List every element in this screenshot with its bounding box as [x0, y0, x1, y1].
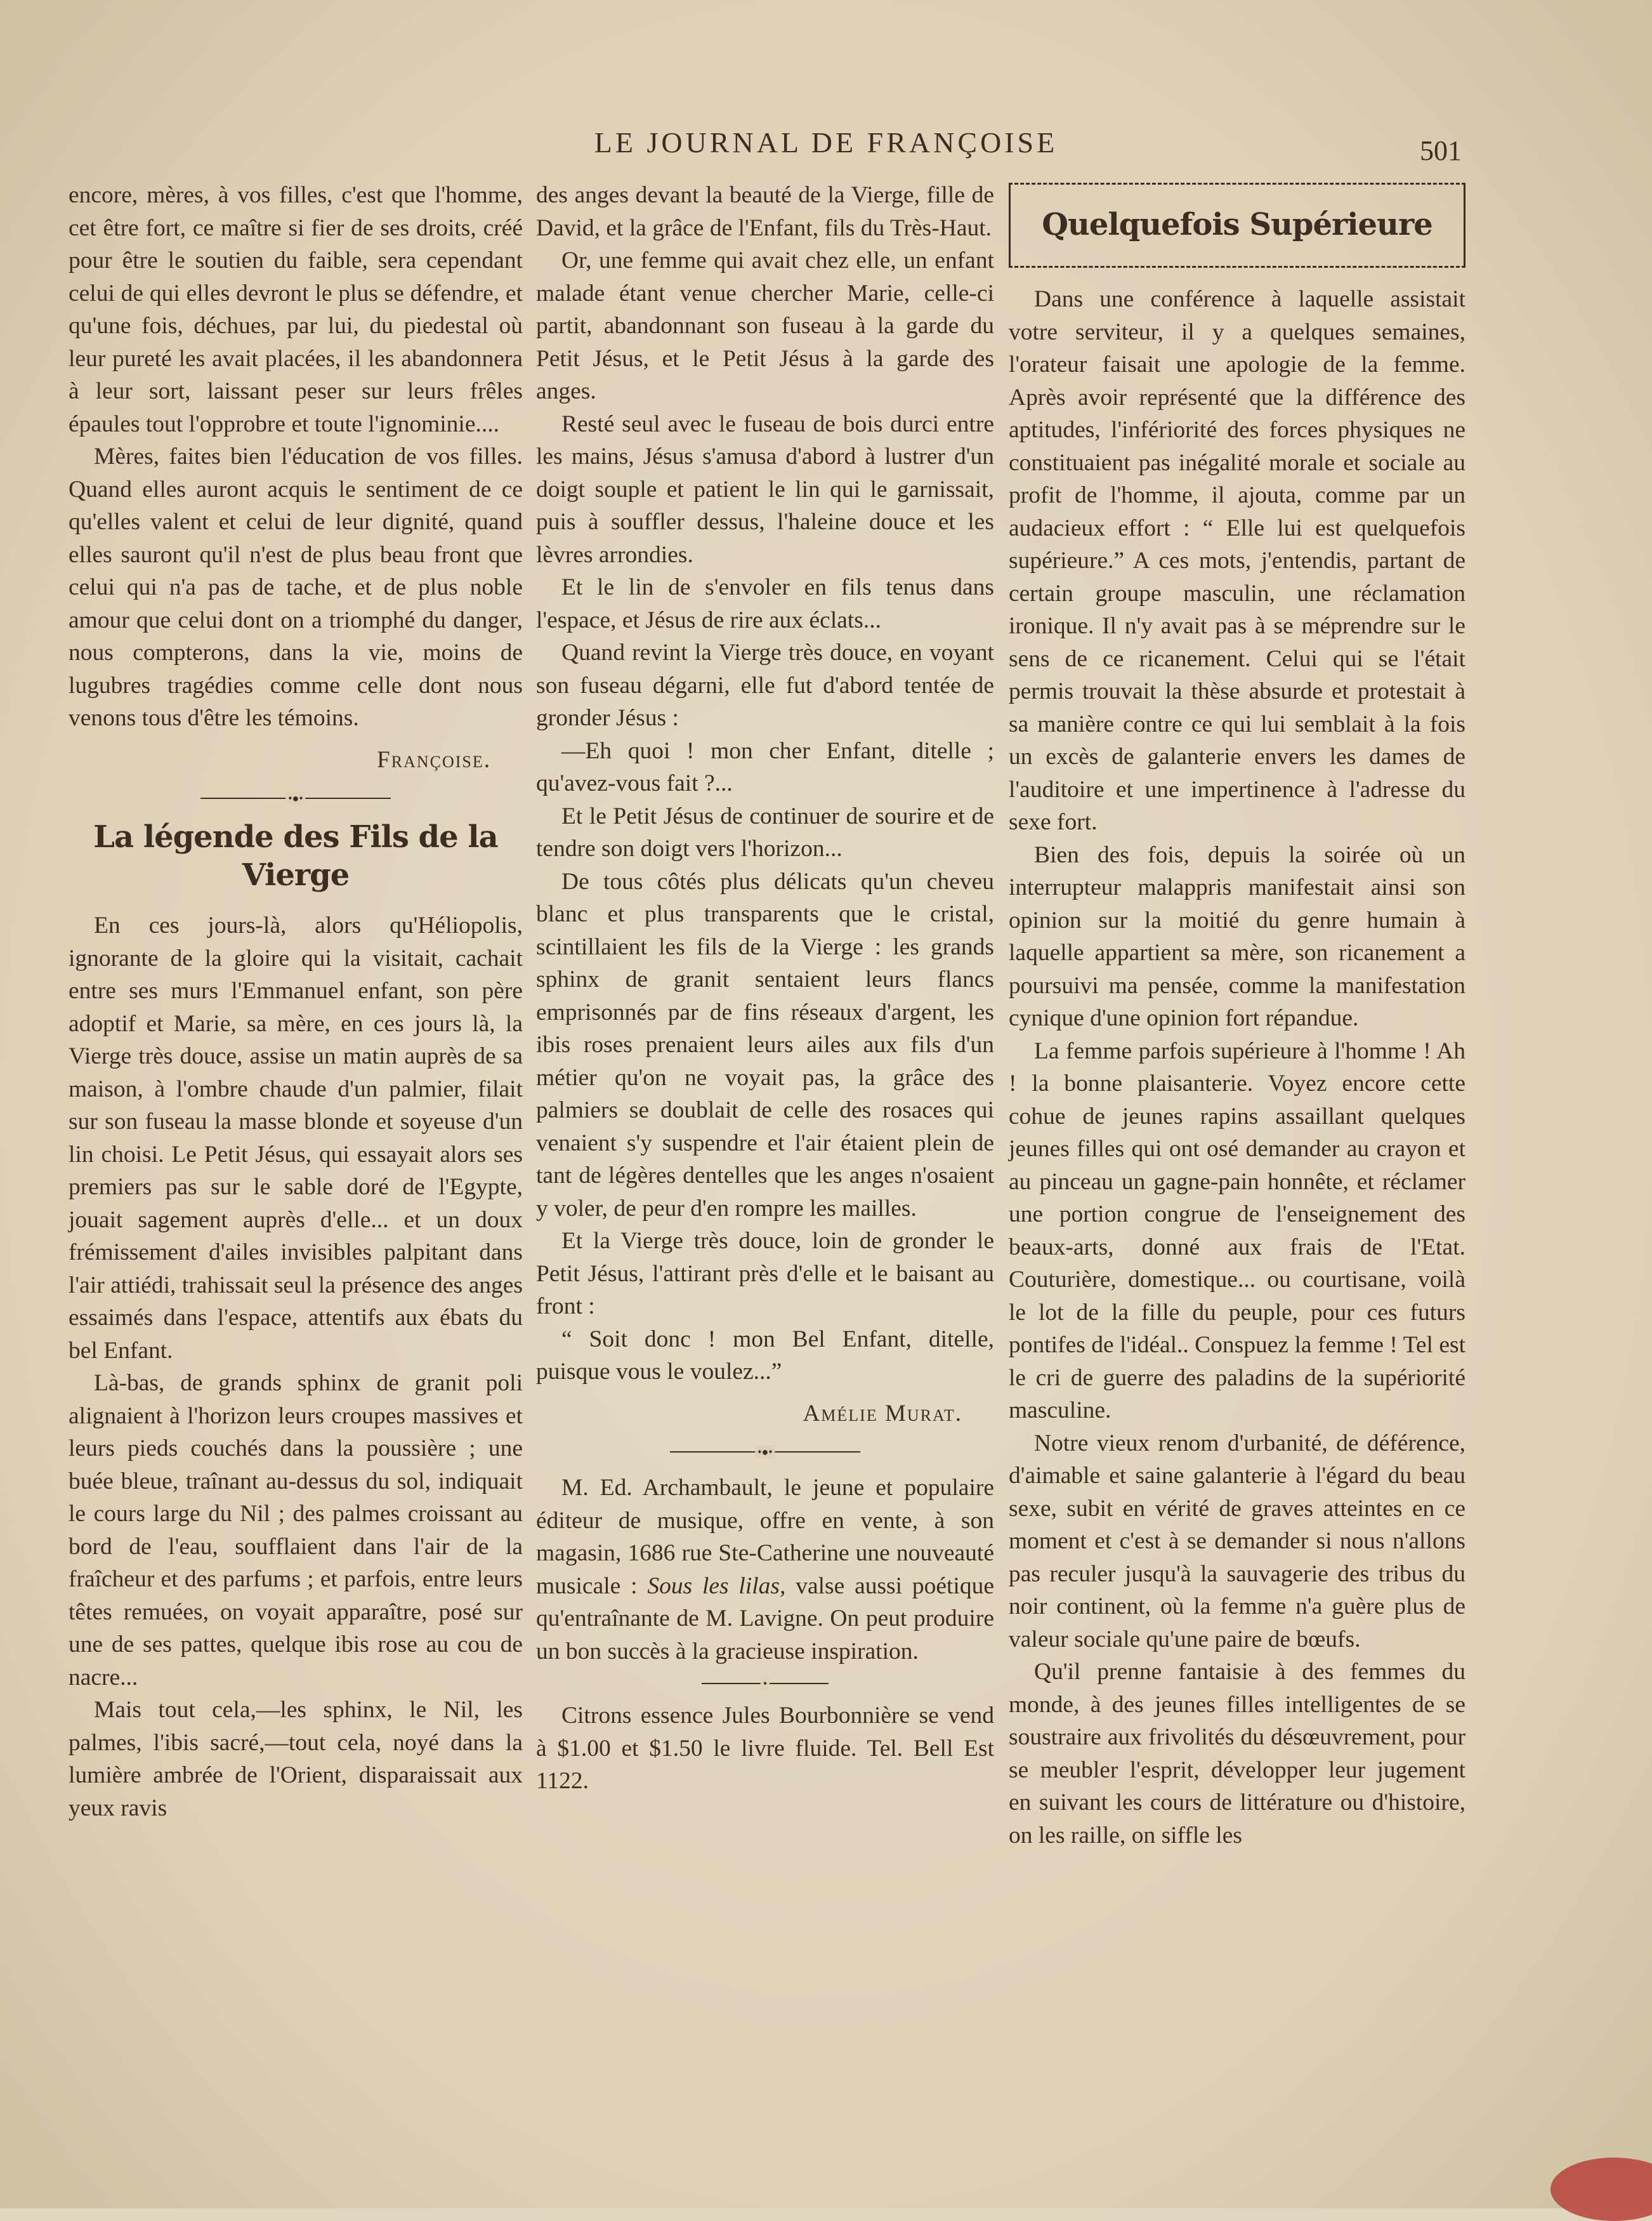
right-column — [1009, 179, 1465, 1852]
middle-column — [536, 179, 994, 1798]
ornamental-divider — [702, 1677, 829, 1690]
mid-paragraph-1: des anges devant la beauté de la Vierge, fille de David, et la grâce de l'Enfant, fils du Très-Haut. — [536, 182, 994, 241]
signature-francoise: Françoise. — [377, 746, 491, 773]
right-paragraph-2: Bien des fois, depuis la soirée où un interrupteur malappris manifestait ainsi son opinion sur la moitié du genre humain à laquelle appartient sa mère, son ricanement a poursuivi ma pensée, comme la manifestation cynique d'une opinion fort répandue. — [1009, 841, 1465, 1031]
left-paragraph-1: encore, mères, à vos filles, c'est que l'homme, cet être fort, ce maître si fier de ses droits, créé pour être le soutien du faible, sera cependant celui de qui elles devront le plus se défendre, et qu'une fois, déchues, par lui, du piedestal où leur pureté les avait placées, il les abandonnera à leur sort, laissant peser sur leurs frêles épaules tout l'opprobre et toute l'ignominie.... — [69, 182, 523, 437]
right-paragraph-1: Dans une conférence à laquelle assistait votre serviteur, il y a quelques semaines, l'orateur faisait une apologie de la femme. Après avoir représenté que la différence des aptitudes, l'infériorité des forces physiques ne constituaient pas inégalité morale et sociale au profit de l'homme, il ajouta, comme par un audacieux effort : “ Elle lui est quelquefois supérieure.” A ces mots, j'entendis, partant de certain groupe masculin, une réclamation ironique. Il n'y avait pas à se méprendre sur le sens de ce ricanement. Celui qui se l'était permis trouvait la thèse absurde et protestait à sa manière contre ce qui lui semblait à la fois un excès de galanterie envers les dames de l'auditoire et une impertinence à l'adresse du sexe fort. — [1009, 286, 1465, 835]
divider-ornament-icon: •●• — [755, 1446, 775, 1458]
mid-paragraph-6: —Eh quoi ! mon cher Enfant, ditelle ; qu'avez-vous fait ?... — [536, 737, 994, 796]
left-paragraph-3: En ces jours-là, alors qu'Héliopolis, ignorante de la gloire qui la visitait, cachait entre ses murs l'Emmanuel enfant, son père adoptif et Marie, sa mère, en ces jours là, la Vierge très douce, assise un matin auprès de sa maison, à l'ombre chaude d'un palmier, filait sur son fuseau la masse blonde et soyeuse d'un lin choisi. Le Petit Jésus, qui essayait alors ses premiers pas sur le sable doré de l'Egypte, jouait sagement auprès d'elle... et un doux frémissement d'ailes invisibles palpitant dans l'air attiédi, trahissait seul la présence des anges essaimés dans l'espace, attentifs aux ébats du bel Enfant. — [69, 913, 523, 1364]
mid-paragraph-8: De tous côtés plus délicats qu'un cheveu blanc et plus transparents que le cristal, scintillaient les fils de la Vierge : les grands sphinx de granit sentaient leurs flancs emprisonnés par de fins réseaux d'argent, les ibis roses prenaient leurs ailes aux fils d'un métier qu'on ne voyait pas, la grâce des palmiers se doublait de celle des rosaces qui venaient s'y suspendre et l'air étaient plein de tant de légères dentelles que les anges n'osaient y voler, de peur d'en rompre les mailles. — [536, 868, 994, 1222]
right-paragraph-4: Notre vieux renom d'urbanité, de déférence, d'aimable et saine galanterie à l'égard du beau sexe, subit en vérité de graves atteintes en ce moment et c'est à se demander si nous n'allons pas reculer jusqu'à la sauvagerie des tribus du noir continent, où la femme n'a guère plus de valeur sociale qu'une paire de bœufs. — [1009, 1430, 1465, 1652]
right-paragraph-3: La femme parfois supérieure à l'homme ! Ah ! la bonne plaisanterie. Voyez encore cette cohue de jeunes rapins assaillant quelques jeunes filles qui ont osé demander au crayon et au pinceau un gagne-pain honnête, et réclamer une portion congrue de l'enseignement des beaux-arts, donné aux frais de l'Etat. Couturière, domestique... ou courtisane, voilà le lot de la fille du peuple, pour ces futurs pontifes de l'idéal.. Conspuez la femme ! Tel est le cri de guerre des paladins de la supériorité masculine. — [1009, 1038, 1465, 1423]
boxed-title — [1009, 183, 1465, 268]
mid-paragraph-3: Resté seul avec le fuseau de bois durci entre les mains, Jésus s'amusa d'abord à lustrer d'un doigt souple et patient le lin qui le garnissait, puis à souffler dessus, l'haleine douce et les lèvres arrondies. — [536, 411, 994, 568]
corner-red-mark — [1550, 2158, 1652, 2221]
left-paragraph-4: Là-bas, de grands sphinx de granit poli alignaient à l'horizon leurs croupes massives et leurs pieds couchés dans la poussière ; une buée bleue, traînant au-dessus du sol, indiquait le cours large du Nil ; des palmes croissant au bord de l'eau, soufflaient dans l'air de la fraîcheur et des parfums ; et parfois, entre leurs têtes remuées, on voyait apparaître, posé sur une de ses pattes, quelque ibis rose au cou de nacre... — [69, 1370, 523, 1690]
mid-paragraph-2: Or, une femme qui avait chez elle, un enfant malade étant venue chercher Marie, celle-ci partit, abandonnant son fuseau à la garde du Petit Jésus, et le Petit Jésus à la garde des anges. — [536, 247, 994, 404]
right-paragraph-5: Qu'il prenne fantaisie à des femmes du monde, à des jeunes filles intelligentes de se soustraire aux frivolités du désœuvrement, pour se meubler l'esprit, développer leur jugement en suivant les cours de littérature ou d'histoire, on les raille, on siffle les — [1009, 1659, 1465, 1849]
left-paragraph-2: Mères, faites bien l'éducation de vos filles. Quand elles auront acquis le sentiment de ce qu'elles valent et celui de leur dignité, quand elles sauront qu'il n'est de plus beau front que celui qui n'a pas de tache, et de plus noble amour que celui dont on a triomphé du danger, nous compterons, dans la vie, moins de lugubres tragédies comme celle dont nous venons tous d'être les témoins. — [69, 444, 523, 731]
mid-paragraph-9: Et la Vierge très douce, loin de gronder le Petit Jésus, l'attirant près d'elle et le baisant au front : — [536, 1228, 994, 1319]
mid-paragraph-10: “ Soit donc ! mon Bel Enfant, ditelle, puisque vous le voulez...” — [536, 1326, 994, 1385]
mid-paragraph-7: Et le Petit Jésus de continuer de sourire et de tendre son doigt vers l'horizon... — [536, 803, 994, 862]
journal-title: LE JOURNAL DE FRANÇOISE — [594, 126, 1058, 159]
left-paragraph-5: Mais tout cela,—les sphinx, le Nil, les palmes, l'ibis sacré,—tout cela, noyé dans la lumière ambrée de l'Orient, disparaissait aux yeux ravis — [69, 1697, 523, 1821]
divider-ornament-icon: • — [761, 1677, 770, 1690]
ornamental-divider — [200, 791, 391, 805]
bourbonniere-notice: Citrons essence Jules Bourbonnière se vend à $1.00 et $1.50 le livre fluide. Tel. Bell Est 1122. — [536, 1703, 994, 1794]
ornamental-divider — [670, 1445, 860, 1459]
left-column — [69, 179, 523, 1824]
archambault-italic-title: Sous les lilas, — [647, 1572, 786, 1599]
article-title: Quelquefois Supérieure — [1042, 207, 1432, 243]
archambault-text: M. Ed. Archambault, le jeune et populaire éditeur de musique, offre en vente, à son magasin, 1686 rue Ste-Catherine une nouveauté musicale : — [536, 1475, 994, 1599]
legend-title: La légende des Fils de la Vierge — [93, 819, 498, 893]
mid-paragraph-5: Quand revint la Vierge très douce, en voyant son fuseau dégarni, elle fut d'abord tentée de gronder Jésus : — [536, 640, 994, 731]
archambault-text-end: valse aussi poétique qu'entraînante de M. Lavigne. On peut produire un bon succès à la gracieuse inspiration. — [536, 1572, 994, 1664]
divider-ornament-icon: •●• — [285, 792, 305, 805]
page-number: 501 — [1420, 135, 1462, 166]
mid-paragraph-4: Et le lin de s'envoler en fils tenus dans l'espace, et Jésus de rire aux éclats... — [536, 574, 994, 633]
signature-amelie-murat: Amélie Murat. — [803, 1400, 962, 1427]
archambault-notice — [536, 1472, 994, 1668]
